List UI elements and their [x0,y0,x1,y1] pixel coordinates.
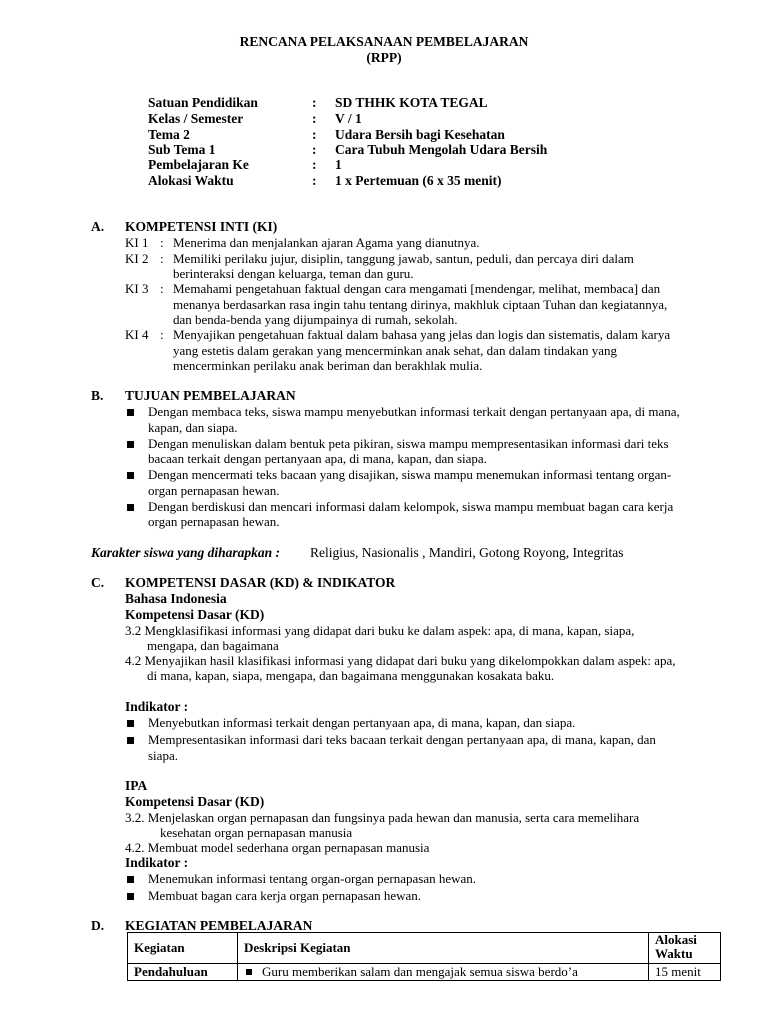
table-header-alokasi: Alokasi Waktu [649,933,721,964]
document-title: RENCANA PELAKSANAAN PEMBELAJARAN [239,34,529,49]
tujuan-text: Dengan berdiskusi dan mencari informasi dalam kelompok, siswa mampu membuat bagan cara kerja [148,499,674,514]
ki-text: dan benda-benda yang dijumpainya di rumah, sekolah. [173,312,458,327]
identity-value: 1 [335,157,342,172]
table-cell-alokasi: 15 menit [649,964,721,981]
tujuan-text: kapan, dan siapa. [148,420,238,435]
table-cell-deskripsi [238,964,649,981]
subject-heading: IPA [125,778,148,793]
identity-separator: : [312,127,317,142]
ki-text: mencerminkan perilaku anak beriman dan berakhlak mulia. [173,358,483,373]
tujuan-text: Dengan mencermati teks bacaan yang disajikan, siswa mampu menemukan informasi tentang organ- [148,467,672,482]
identity-label: Kelas / Semester [148,111,244,126]
identity-label: Satuan Pendidikan [148,95,258,110]
identity-label: Pembelajaran Ke [148,157,249,172]
ki-text: menanya berdasarkan rasa ingin tahu tentang dirinya, makhluk ciptaan Tuhan dan kegiatannya, [173,297,668,312]
identity-value: 1 x Pertemuan (6 x 35 menit) [335,173,502,188]
indikator-text: Membuat bagan cara kerja organ pernapasan hewan. [148,888,421,903]
kd-text: di mana, kapan, siapa, mengapa, dan bagaimana menggunakan kosakata baku. [147,668,555,683]
indikator-text: siapa. [148,748,178,763]
ki-separator: : [160,235,164,250]
ki-text: Menyajikan pengetahuan faktual dalam bahasa yang jelas dan logis dan sistematis, dalam karya [173,327,671,342]
kd-text: 4.2 Menyajikan hasil klasifikasi informasi yang didapat dari buku yang dikelompokkan dalam aspek: apa, [125,653,676,668]
tujuan-text: organ pernapasan hewan. [148,514,280,529]
identity-separator: : [312,142,317,157]
table-cell-kegiatan: Pendahuluan [128,964,238,981]
ki-text: berinteraksi dengan keluarga, teman dan guru. [173,266,414,281]
identity-label: Alokasi Waktu [148,173,234,188]
bullet-icon [127,737,134,744]
identity-label: Tema 2 [148,127,190,142]
ki-text: Memahami pengetahuan faktual dengan cara mengamati [mendengar, melihat, membaca] dan [173,281,661,296]
indikator-text: Menyebutkan informasi terkait dengan pertanyaan apa, di mana, kapan, dan siapa. [148,715,576,730]
indikator-text: Mempresentasikan informasi dari teks bacaan terkait dengan pertanyaan apa, di mana, kapan, dan [148,732,656,747]
bullet-icon [127,720,134,727]
identity-separator: : [312,95,317,110]
section-b-letter: B. [91,388,104,403]
kegiatan-table [127,932,721,981]
document-subtitle: (RPP) [366,50,402,65]
tujuan-text: Dengan menuliskan dalam bentuk peta pikiran, siswa mampu mempresentasikan informasi dari teks [148,436,669,451]
bullet-icon [246,969,252,975]
table-row [128,964,721,981]
kd-heading: Kompetensi Dasar (KD) [125,794,265,809]
kd-heading: Kompetensi Dasar (KD) [125,607,265,622]
karakter-label: Karakter siswa yang diharapkan : [91,545,281,560]
bullet-icon [127,472,134,479]
bullet-icon [127,876,134,883]
ki-separator: : [160,327,164,342]
bullet-icon [127,441,134,448]
ki-code: KI 2 [125,251,149,266]
section-a-heading: KOMPETENSI INTI (KI) [125,219,278,234]
section-a-letter: A. [91,219,105,234]
table-header-deskripsi: Deskripsi Kegiatan [238,933,649,964]
ki-code: KI 3 [125,281,149,296]
identity-label: Sub Tema 1 [148,142,216,157]
identity-separator: : [312,173,317,188]
kd-text: 4.2. Membuat model sederhana organ pernapasan manusia [125,840,430,855]
section-d-heading: KEGIATAN PEMBELAJARAN [125,918,313,933]
tujuan-text: bacaan terkait dengan pertanyaan apa, di mana, kapan, dan siapa. [148,451,487,466]
section-c-heading: KOMPETENSI DASAR (KD) & INDIKATOR [125,575,396,590]
section-d-letter: D. [91,918,105,933]
indikator-heading: Indikator : [125,855,189,870]
identity-value: Udara Bersih bagi Kesehatan [335,127,505,142]
identity-separator: : [312,157,317,172]
identity-value: Cara Tubuh Mengolah Udara Bersih [335,142,548,157]
identity-value: SD THHK KOTA TEGAL [335,95,488,110]
identity-separator: : [312,111,317,126]
section-b-heading: TUJUAN PEMBELAJARAN [125,388,296,403]
kd-text: kesehatan organ pernapasan manusia [160,825,353,840]
ki-text: Menerima dan menjalankan ajaran Agama yang dianutnya. [173,235,480,250]
identity-value: V / 1 [335,111,362,126]
subject-heading: Bahasa Indonesia [125,591,227,606]
kd-text: 3.2 Mengklasifikasi informasi yang didapat dari buku ke dalam aspek: apa, di mana, kapan, siapa, [125,623,635,638]
indikator-heading: Indikator : [125,699,189,714]
kd-text: mengapa, dan bagaimana [147,638,279,653]
ki-separator: : [160,251,164,266]
bullet-icon [127,504,134,511]
bullet-icon [127,409,134,416]
section-c-letter: C. [91,575,105,590]
table-cell-deskripsi-text: Guru memberikan salam dan mengajak semua siswa berdo’a [262,964,578,979]
table-header-row [128,933,721,964]
bullet-icon [127,893,134,900]
ki-text: Memiliki perilaku jujur, disiplin, tanggung jawab, santun, peduli, dan percaya diri dalam [173,251,634,266]
ki-code: KI 1 [125,235,149,250]
ki-separator: : [160,281,164,296]
tujuan-text: Dengan membaca teks, siswa mampu menyebutkan informasi terkait dengan pertanyaan apa, di mana, [148,404,680,419]
indikator-text: Menemukan informasi tentang organ-organ pernapasan hewan. [148,871,477,886]
table-header-kegiatan: Kegiatan [128,933,238,964]
kd-text: 3.2. Menjelaskan organ pernapasan dan fungsinya pada hewan dan manusia, serta cara memelihara [125,810,640,825]
karakter-value: Religius, Nasionalis , Mandiri, Gotong Royong, Integritas [310,545,624,560]
ki-text: yang estetis dalam gerakan yang mencerminkan anak sehat, dan dalam tindakan yang [173,343,617,358]
tujuan-text: organ pernapasan hewan. [148,483,280,498]
ki-code: KI 4 [125,327,149,342]
